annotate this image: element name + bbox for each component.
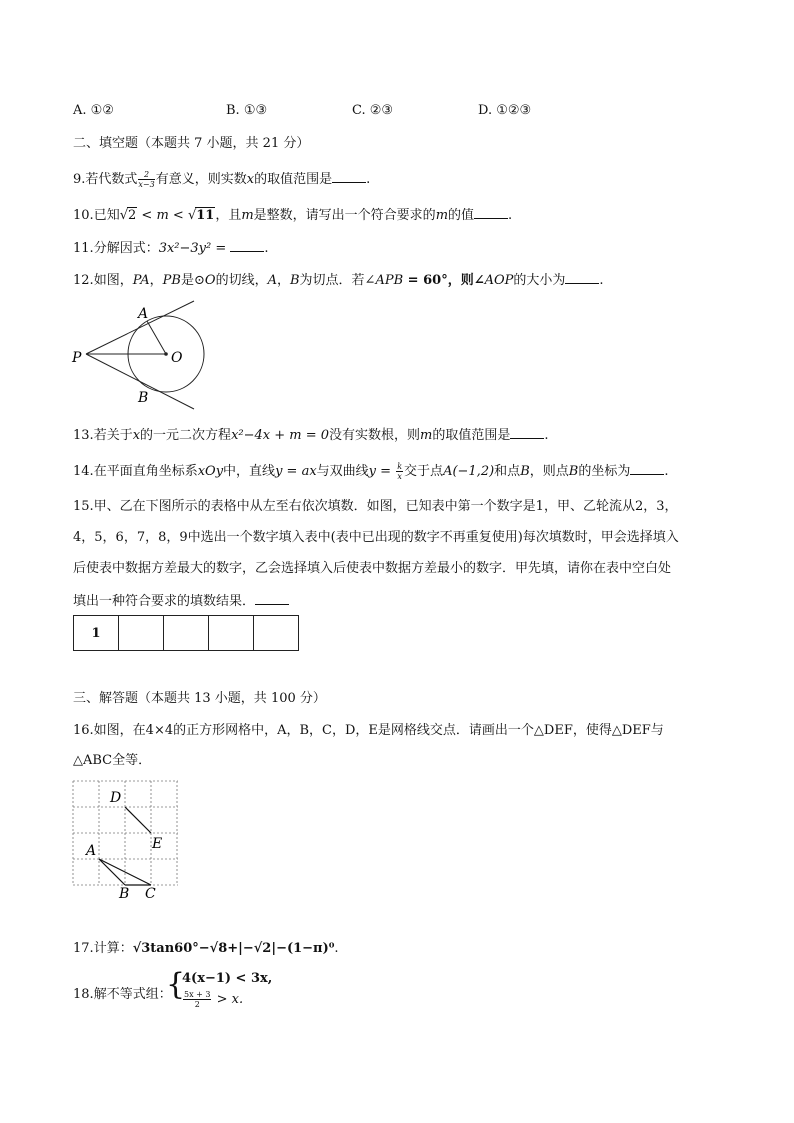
q9-number: 9. [73,172,86,187]
q18-brace: { [166,967,186,1002]
q15-answer-blank[interactable] [255,592,289,605]
q17-number: 17. [73,941,94,956]
q18-frac-num: 5x + 3 [184,990,211,999]
label-o: O [171,350,183,366]
q15-line-2: 4，5，6，7，8，9中选出一个数字填入表中(表中已出现的数字不再重复使用)每次填数时，甲会选择填入 [73,530,679,545]
q9-text-3: 的取值范围是 [254,172,333,187]
q12-b: B [289,273,300,288]
q9-var: x [246,172,255,187]
q14-answer-blank[interactable] [630,462,664,475]
q16-line-2: △ABC全等． [73,753,152,768]
q15-line-1: 15.甲、乙在下图所示的表格中从左至右依次填数．如图，已知表中第一个数字是1，甲、乙轮流从2，3， [73,499,678,514]
q14-text-2: 中，直线 [223,464,276,479]
q14-text-7: 的坐标为 [578,464,631,479]
q18-frac-den: 2 [194,1000,200,1009]
q13-number: 13. [73,428,94,443]
q14-text-4: 交于点 [404,464,444,479]
question-11 [73,239,269,258]
q11-number: 11. [73,241,94,256]
q17-text: 计算： [93,941,133,956]
table-row [74,616,299,651]
q12-answer-blank[interactable] [565,271,599,284]
segment-ao [147,321,166,354]
q12-apb: APB [375,273,404,288]
q10-var-2: m [435,208,449,223]
option-c: C. ②③ [352,103,394,118]
question-13 [73,426,549,445]
q10-inequality: < m < [137,208,188,223]
q10-var: m [241,208,254,223]
dashed-grid [73,781,178,885]
label-e: E [152,836,163,852]
section-heading-solutions: 三、解答题（本题共 13 小题，共 100 分） [73,691,326,706]
q9-frac-num: 2 [138,170,154,180]
q14-text-6: ，则点 [529,464,569,479]
q15-line-3: 后使表中数据方差最大的数字，乙会选择填入后使表中数据方差最小的数字．甲先填，请你在表中空白处 [73,561,672,576]
q16-grid-figure [66,774,191,904]
question-10: 10.已知√2 < m < √11，且m是整数，请写出一个符合要求的m的值 . [73,208,513,223]
table-cell: 1 [74,616,119,651]
q12-comma: ， [149,273,163,288]
q12-text-8: 的大小为 [513,273,566,288]
section-heading-fill-in: 二、填空题（本题共 7 小题，共 21 分） [73,136,310,151]
q12-comma-2: ， [276,273,290,288]
q18-ineq-2-text: > x. [212,992,244,1007]
q9-fraction [138,170,154,189]
option-d: D. ①②③ [478,103,532,118]
label-a: A [86,843,97,859]
q10-sqrt-sign: √ [119,208,128,223]
table-cell[interactable] [209,616,254,651]
q14-end: . [664,464,669,479]
q12-pb: PB [162,273,181,288]
q16-line-1: 16.如图，在4×4的正方形网格中，A，B，C，D，E是网格线交点．请画出一个△DEF，使得△DEF与 [73,723,664,738]
q14-text-3: 与双曲线 [316,464,369,479]
center-dot [164,352,168,356]
q9-answer-blank[interactable] [332,170,366,183]
q10-number: 10. [73,208,94,223]
label-p: P [72,350,82,366]
q12-figure [66,296,216,416]
q11-expression: 3x²−3y² = [158,241,231,256]
q11-end: . [264,241,269,256]
q18-ineq-1-text: 4(x−1) < 3x, [182,971,273,986]
q13-var-2: m [420,428,433,443]
q10-text: 已知 [93,208,120,223]
q9-end: . [366,172,371,187]
q18-inequality-1 [182,970,272,988]
label-b: B [138,390,149,406]
q10-end: . [508,208,513,223]
label-d: D [110,790,122,806]
q17-expression: √3tan60°−√8+|−√2|−(1−π)⁰ [132,941,335,956]
q14-b: B [520,464,530,479]
q14-point-a: A(−1,2) [443,464,495,479]
question-14 [73,462,668,481]
q14-xoy: xOy [197,464,224,479]
q12-aop: AOP [484,273,514,288]
q14-frac-num: k [397,462,403,471]
q12-number: 12. [73,273,94,288]
segment-ab [99,859,125,885]
q18-fraction [183,990,211,1009]
q14-frac-den: x [397,472,402,481]
q10-radicand-1: 2 [128,208,137,223]
question-17 [73,940,339,958]
q15-line-4-text: 填出一种符合要求的填数结果． [73,594,256,609]
q12-text-3: 是⊙ [180,273,205,288]
q13-text-4: 的取值范围是 [432,428,511,443]
q12-text-6: 为切点．若∠ [299,273,376,288]
q13-text-2: 的一元二次方程 [140,428,232,443]
q13-text: 若关于 [93,428,133,443]
q14-fraction [396,462,403,481]
q10-text-4: 的值 [448,208,475,223]
q10-answer-blank[interactable] [474,206,508,219]
q9-text: 若代数式 [85,172,138,187]
q12-text: 如图， [93,273,133,288]
q18-text: 解不等式组： [93,987,172,1002]
q10-text-2: ，且 [215,208,242,223]
option-b: B. ①③ [226,103,268,118]
q12-o: O [204,273,216,288]
q12-text-7: = 60°，则∠ [403,273,485,288]
question-9 [73,170,370,189]
option-a: A. ①② [73,103,114,118]
q9-text-2: 有意义，则实数 [155,172,247,187]
q12-end: . [599,273,604,288]
q14-b-2: B [568,464,579,479]
q13-equation: x²−4x + m = 0 [231,428,330,443]
q14-line-eq: y = ax [275,464,317,479]
label-a: A [138,306,149,322]
q15-line-4 [73,592,289,611]
label-b: B [119,886,130,902]
q12-a: A [267,273,277,288]
q11-answer-blank[interactable] [230,239,264,252]
q17-end: . [334,941,339,956]
q10-radicand-2: 11 [196,208,215,223]
q13-var: x [132,428,141,443]
q10-text-3: 是整数，请写出一个符合要求的 [253,208,436,223]
q13-answer-blank[interactable] [510,426,544,439]
table-cell[interactable] [164,616,209,651]
label-c: C [145,886,156,902]
q14-text-5: 和点 [494,464,521,479]
question-12 [73,271,604,290]
table-cell[interactable] [119,616,164,651]
question-18 [73,986,172,1004]
q12-text-4: 的切线， [215,273,268,288]
table-cell[interactable] [254,616,299,651]
q12-pa: PA [132,273,150,288]
q15-fill-table [73,615,299,651]
q13-end: . [544,428,549,443]
q9-frac-den: x−3 [138,180,155,189]
q14-number: 14. [73,464,94,479]
q14-text: 在平面直角坐标系 [93,464,198,479]
q18-number: 18. [73,987,94,1002]
q13-text-3: 没有实数根，则 [329,428,421,443]
q18-inequality-2 [182,990,243,1009]
q14-hyperbola-eq: y = [368,464,396,479]
q11-text: 分解因式： [93,241,159,256]
segment-de [125,807,151,833]
